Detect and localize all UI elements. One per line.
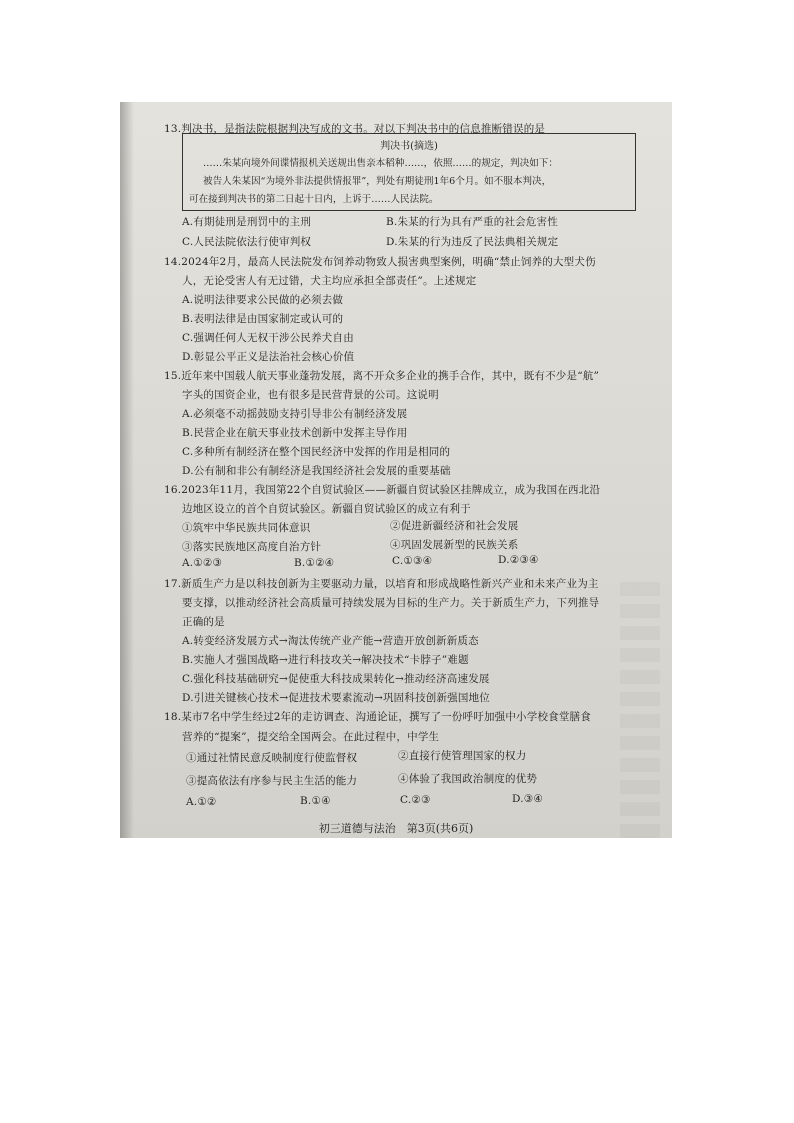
- q13-option-a: A.有期徒刑是刑罚中的主刑: [182, 216, 312, 228]
- q15-option-d: D.公有制和非公有制经济是我国经济社会发展的重要基础: [182, 465, 451, 477]
- judgment-line-2: 被告人朱某因“为境外非法提供情报罪”，判处有期徒刑1年6个月。如不服本判决，: [203, 176, 552, 187]
- q15-option-c: C.多种所有制经济在整个国民经济中发挥的作用是相同的: [182, 446, 451, 458]
- q13-option-d: D.朱某的行为违反了民法典相关规定: [386, 236, 559, 248]
- q17-option-d: D.引进关键核心技术→促进技术要素流动→巩固科技创新强国地位: [182, 692, 490, 704]
- q16-stem-line-2: 边地区设立的首个自贸试验区。新疆自贸试验区的成立有利于: [182, 503, 471, 515]
- q13-option-c: C.人民法院依法行使审判权: [182, 236, 312, 248]
- q18-option-c: C.②③: [400, 794, 431, 806]
- q18-item-1: ①通过社情民意反映制度行使监督权: [186, 752, 358, 764]
- q18-option-a: A.①②: [186, 796, 217, 808]
- judgment-line-3: 可在接到判决书的第二日起十日内，上诉于……人民法院。: [189, 194, 439, 205]
- q14-option-b: B.表明法律是由国家制定或认可的: [182, 313, 344, 325]
- q15-option-b: B.民营企业在航天事业技术创新中发挥主导作用: [182, 427, 408, 439]
- exam-page: [120, 102, 672, 838]
- q16-item-3: ③落实民族地区高度自治方针: [182, 541, 322, 553]
- q17-option-c: C.强化科技基础研究→促使重大科技成果转化→推动经济高速发展: [182, 673, 490, 685]
- q14-stem-line-2: 人，无论受害人有无过错，犬主均应承担全部责任”。上述规定: [182, 275, 477, 287]
- judgment-line-1: ……朱某向境外间谍情报机关送规出售亲本稻种……，依照……的规定，判决如下：: [203, 158, 558, 169]
- exam-photo: [120, 102, 672, 838]
- q17-stem-line-2: 要支撑，以推动经济社会高质量可持续发展为目标的生产力。关于新质生产力，下列推导: [182, 597, 600, 609]
- q18-stem-line-1: 18.某市7名中学生经过2年的走访调查、沟通论证，撰写了一份呼吁加强中小学校食堂膳食: [164, 711, 591, 723]
- q15-stem-line-2: 字头的国资企业，也有很多是民营背景的公司。这说明: [182, 389, 439, 401]
- q16-option-d: D.②③④: [498, 554, 539, 566]
- q16-item-4: ④巩固发展新型的民族关系: [390, 539, 519, 551]
- q18-item-4: ④体验了我国政治制度的优势: [398, 773, 538, 785]
- q16-option-b: B.①②④: [294, 557, 335, 569]
- q16-item-2: ②促进新疆经济和社会发展: [390, 520, 519, 532]
- q16-option-c: C.①③④: [392, 555, 433, 567]
- judgment-box-title: 判决书(摘选): [380, 141, 438, 152]
- q18-option-d: D.③④: [512, 793, 544, 805]
- q14-option-c: C.强调任何人无权干涉公民养犬自由: [182, 332, 354, 344]
- q16-item-1: ①筑牢中华民族共同体意识: [182, 522, 311, 534]
- q14-option-a: A.说明法律要求公民做的必须去做: [182, 294, 344, 306]
- q18-option-b: B.①④: [300, 795, 331, 807]
- q13-option-b: B.朱某的行为具有严重的社会危害性: [386, 216, 558, 228]
- q18-item-2: ②直接行使管理国家的权力: [398, 750, 527, 762]
- q17-stem-line-1: 17.新质生产力是以科技创新为主要驱动力量，以培育和形成战略性新兴产业和未来产业为主: [164, 578, 599, 590]
- q17-option-a: A.转变经济发展方式→淘汰传统产业产能→营造开放创新新质态: [182, 635, 479, 647]
- q15-option-a: A.必须毫不动摇鼓励支持引导非公有制经济发展: [182, 408, 408, 420]
- q17-stem-line-3: 正确的是: [182, 616, 225, 628]
- q16-option-a: A.①②③: [182, 557, 223, 569]
- page-footer: 初三道德与法治 第3页(共6页): [318, 822, 474, 835]
- q14-option-d: D.彰显公平正义是法治社会核心价值: [182, 351, 355, 363]
- q16-stem-line-1: 16.2023年11月，我国第22个自贸试验区——新疆自贸试验区挂牌成立，成为我国在西北沿: [164, 484, 601, 496]
- q13-stem: 13.判决书，是指法院根据判决写成的文书。对以下判决书中的信息推断错误的是: [164, 123, 546, 135]
- q14-stem-line-1: 14.2024年2月，最高人民法院发布饲养动物致人损害典型案例，明确“禁止饲养的大型犬伤: [164, 256, 596, 268]
- q18-item-3: ③提高依法有序参与民主生活的能力: [186, 775, 358, 787]
- q17-option-b: B.实施人才强国战略→进行科技攻关→解决技术“卡脖子”难题: [182, 654, 469, 666]
- q15-stem-line-1: 15.近年来中国载人航天事业蓬勃发展，离不开众多企业的携手合作，其中，既有不少是“航”: [164, 370, 600, 382]
- judgment-excerpt-box: [182, 133, 636, 211]
- q18-stem-line-2: 营养的“提案”，提交给全国两会。在此过程中，中学生: [182, 731, 440, 743]
